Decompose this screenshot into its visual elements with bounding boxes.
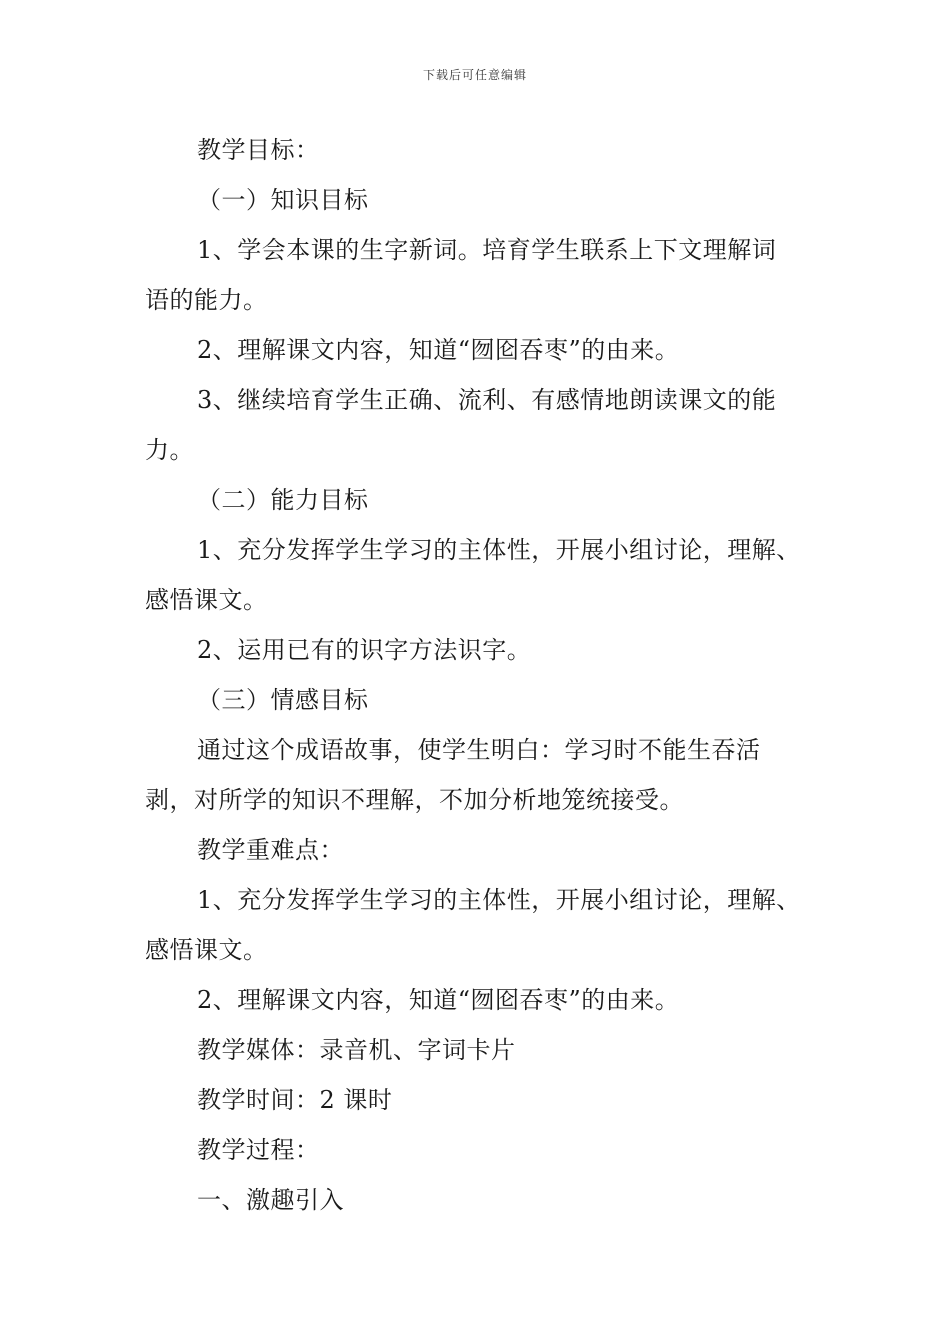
paragraph-line: 力。 — [145, 436, 194, 464]
paragraph-line: 语的能力。 — [145, 286, 268, 314]
subheading-knowledge: （一）知识目标 — [197, 186, 369, 214]
paragraph-line: 感悟课文。 — [145, 586, 268, 614]
paragraph-line: 3、继续培育学生正确、流利、有感情地朗读课文的能 — [197, 386, 777, 414]
section-heading-key-points: 教学重难点： — [197, 836, 344, 864]
section-heading-process: 教学过程： — [197, 1136, 320, 1164]
paragraph-line: 1、学会本课的生字新词。培育学生联系上下文理解词 — [197, 236, 777, 264]
paragraph-line: 1、充分发挥学生学习的主体性，开展小组讨论，理解、 — [197, 886, 801, 914]
paragraph-line: 2、运用已有的识字方法识字。 — [197, 636, 532, 664]
section-heading-objectives: 教学目标： — [197, 136, 320, 164]
subheading-introduction: 一、激趣引入 — [197, 1186, 344, 1214]
subheading-emotion: （三）情感目标 — [197, 686, 369, 714]
paragraph-line: 2、理解课文内容，知道“囫囵吞枣”的由来。 — [197, 336, 680, 364]
paragraph-line: 2、理解课文内容，知道“囫囵吞枣”的由来。 — [197, 986, 680, 1014]
subheading-ability: （二）能力目标 — [197, 486, 369, 514]
document-body — [145, 125, 810, 1225]
paragraph-line: 1、充分发挥学生学习的主体性，开展小组讨论，理解、 — [197, 536, 801, 564]
paragraph-line: 通过这个成语故事，使学生明白：学习时不能生吞活 — [197, 736, 761, 764]
page-header: 下载后可任意编辑 — [422, 68, 527, 82]
section-heading-time: 教学时间：2 课时 — [197, 1086, 393, 1114]
section-heading-media: 教学媒体：录音机、字词卡片 — [197, 1036, 516, 1064]
paragraph-line: 剥，对所学的知识不理解，不加分析地笼统接受。 — [145, 786, 684, 814]
paragraph-line: 感悟课文。 — [145, 936, 268, 964]
